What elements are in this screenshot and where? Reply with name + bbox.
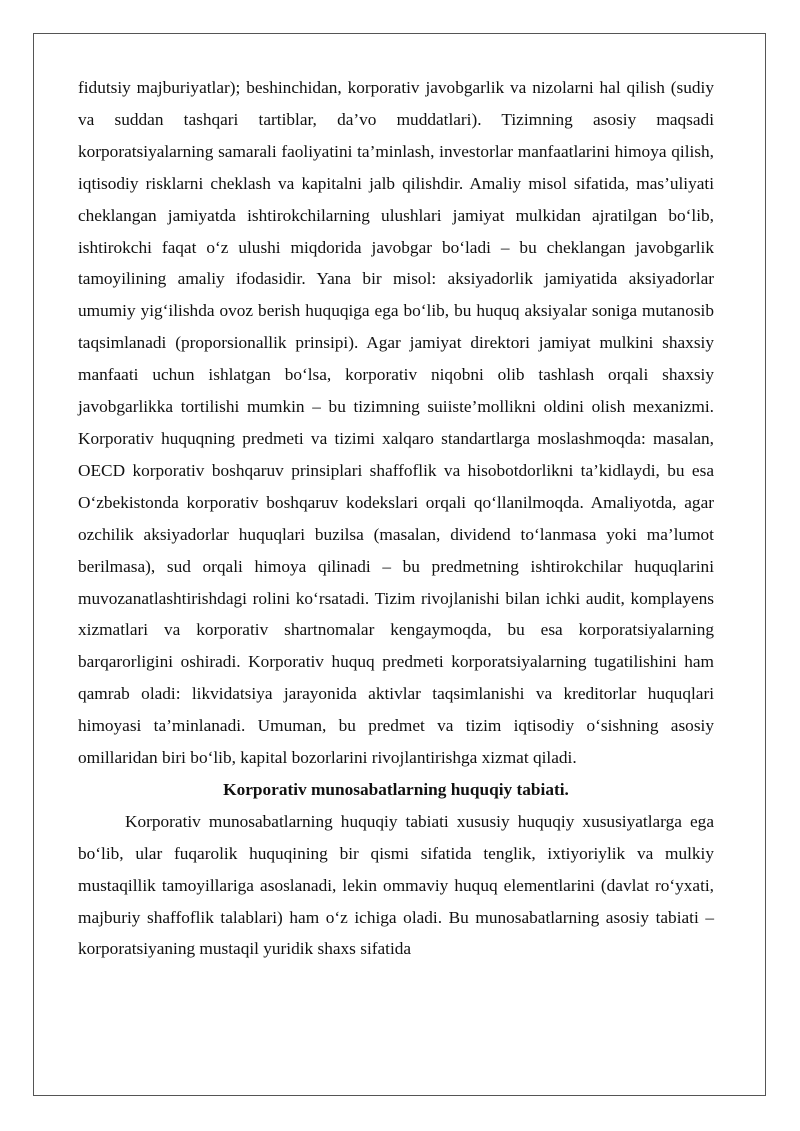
body-paragraph: fidutsiy majburiyatlar); beshinchidan, korporativ javobgarlik va nizolarni hal qilish (sudiy va suddan tashqari tartiblar, da’vo muddatlari). Tizimning asosiy maqsadi korporatsiyalarning samarali faoliyatini ta’minlash, investorlar manfaatlarini himoya qilish, iqtisodiy risklarni cheklash va kapitalni jalb qilishdir. Amaliy misol sifatida, mas’uliyati cheklangan jamiyatda ishtirokchilarning ulushlari jamiyat mulkidan ajratilgan bo‘lib, ishtirokchi faqat o‘z ulushi miqdorida javobgar bo‘ladi – bu cheklangan javobgarlik tamoyilining amaliy ifodasidir. Yana bir misol: aksiyadorlik jamiyatida aksiyadorlar umumiy yig‘ilishda ovoz berish huquqiga ega bo‘lib, bu huquq aksiyalar soniga mutanosib taqsimlanadi (proporsionallik prinsipi). Agar jamiyat direktori jamiyat mulkini shaxsiy manfaati uchun ishlatgan bo‘lsa, korporativ niqobni olib tashlash orqali shaxsiy javobgarlikka tortilishi mumkin – bu tizimning suiiste’mollikni oldini olish mexanizmi. Korporativ huquqning predmeti va tizimi xalqaro standartlarga moslashmoqda: masalan, OECD korporativ boshqaruv prinsiplari shaffoflik va hisobotdorlikni ta’kidlaydi, bu esa O‘zbekistonda korporativ boshqaruv kodekslari orqali qo‘llanilmoqda. Amaliyotda, agar ozchilik aksiyadorlar huquqlari buzilsa (masalan, dividend to‘lanmasa yoki ma’lumot berilmasa), sud orqali himoya qilinadi – bu predmetning ishtirokchilar huquqlarini muvozanatlashtirishdagi rolini ko‘rsatadi. Tizim rivojlanishi bilan ichki audit, komplayens xizmatlari va korporativ shartnomalar kengaymoqda, bu esa korporatsiyalarning barqarorligini oshiradi. Korporativ huquq predmeti korporatsiyalarning tugatilishini ham qamrab oladi: likvidatsiya jarayonida aktivlar taqsimlanishi va kreditorlar huquqlari himoyasi ta’minlanadi. Umuman, bu predmet va tizim iqtisodiy o‘sishning asosiy omillaridan biri bo‘lib, kapital bozorlarini rivojlantirishga xizmat qiladi. xyxy=(78,78,714,768)
body-paragraph: Korporativ munosabatlarning huquqiy tabiati xususiy huquqiy xususiyatlarga ega bo‘lib, ular fuqarolik huquqining bir qismi sifatida tenglik, ixtiyoriylik va mulkiy mustaqillik tamoyillariga asoslanadi, lekin ommaviy huquq elementlarini (davlat ro‘yxati, majburiy shaffoflik talablari) ham o‘z ichiga oladi. Bu munosabatlarning asosiy tabiati – korporatsiyaning mustaqil yuridik shaxs sifatida xyxy=(78,811,714,959)
section-heading: Korporativ munosabatlarning huquqiy tabiati. xyxy=(223,779,569,799)
document-body xyxy=(78,72,714,965)
